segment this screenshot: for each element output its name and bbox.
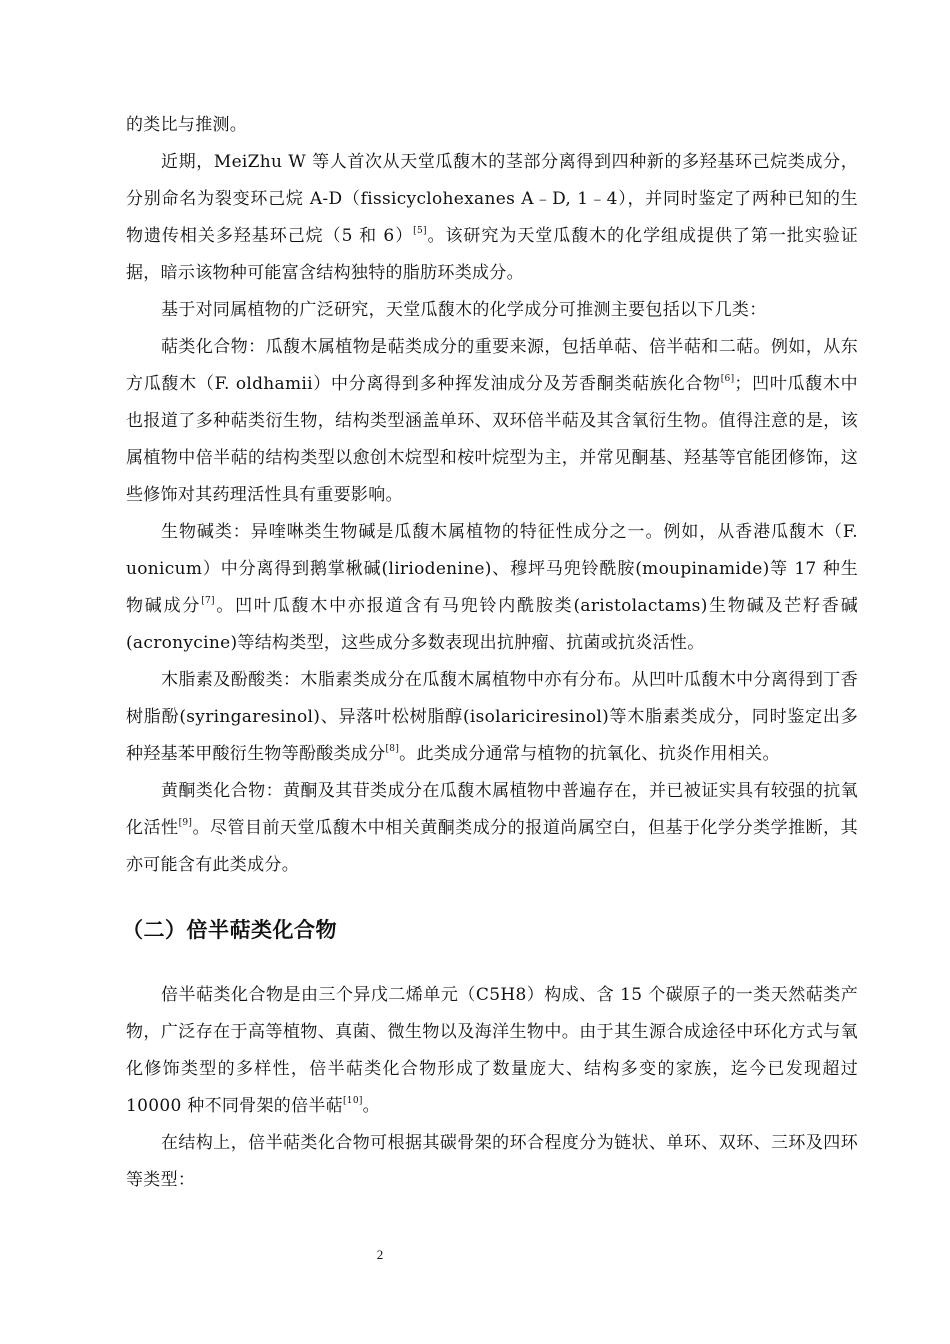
paragraph: 在结构上，倍半萜类化合物可根据其碳骨架的环合程度分为链状、单环、双环、三环及四环等类型：: [126, 1133, 858, 1190]
paragraph-text: 。: [362, 1096, 380, 1116]
citation-ref: [10]: [342, 1096, 363, 1106]
paragraph: [126, 329, 858, 514]
section-heading: （二）倍半萜类化合物: [122, 918, 337, 942]
paragraph: [126, 977, 858, 1125]
page-number: 2: [376, 1247, 384, 1262]
body-text-top: [126, 107, 858, 884]
paragraph: [126, 773, 858, 884]
paragraph-text: 倍半萜类化合物是由三个异戊二烯单元（C5H8）构成、含 15 个碳原子的一类天然萜类产物，广泛存在于高等植物、真菌、微生物以及海洋生物中。由于其生源合成途径中环化方式与氧化修饰类型的多样性，倍半萜类化合物形成了数量庞大、结构多变的家族，迄今已发现超过 10000 种不同骨架的倍半萜: [126, 985, 858, 1116]
paragraph-text: 。尽管目前天堂瓜馥木中相关黄酮类成分的报道尚属空白，但基于化学分类学推断，其亦可能含有此类成分。: [126, 818, 858, 875]
paragraph: [126, 144, 858, 292]
paragraph-text: 近期，MeiZhu W 等人首次从天堂瓜馥木的茎部分离得到四种新的多羟基环己烷类成分，分别命名为裂变环己烷 A-D（fissicyclohexanes A﹣D, 1﹣4），并同时鉴定了两种已知的生物遗传相关多羟基环己烷（5 和 6）: [126, 152, 858, 246]
paragraph-text: 。此类成分通常与植物的抗氧化、抗炎作用相关。: [399, 744, 780, 764]
paragraph: [126, 662, 858, 773]
page-content: [122, 107, 859, 1199]
citation-ref: [8]: [385, 744, 400, 754]
paragraph-text: ；凹叶瓜馥木中也报道了多种萜类衍生物，结构类型涵盖单环、双环倍半萜及其含氧衍生物。值得注意的是，该属植物中倍半萜的结构类型以愈创木烷型和桉叶烷型为主，并常见酮基、羟基等官能团修饰，这些修饰对其药理活性具有重要影响。: [126, 374, 858, 505]
paragraph-text: 黄酮类化合物：黄酮及其苷类成分在瓜馥木属植物中普遍存在，并已被证实具有较强的抗氧化活性: [126, 781, 858, 838]
paragraph-text: 生物碱类：异喹啉类生物碱是瓜馥木属植物的特征性成分之一。例如，从香港瓜馥木（F. uonicum）中分离得到鹅掌楸碱(liriodenine)、穆坪马兜铃酰胺(moupinamide)等 17 种生物碱成分: [126, 522, 858, 616]
paragraph-text: 萜类化合物：瓜馥木属植物是萜类成分的重要来源，包括单萜、倍半萜和二萜。例如，从东方瓜馥木（F. oldhamii）中分离得到多种挥发油成分及芳香酮类萜族化合物: [126, 337, 858, 394]
paragraph: [126, 514, 858, 662]
paragraph-text: 。凹叶瓜馥木中亦报道含有马兜铃内酰胺类(aristolactams)生物碱及芒籽香碱(acronycine)等结构类型，这些成分多数表现出抗肿瘤、抗菌或抗炎活性。: [126, 596, 858, 653]
paragraph-text: 。该研究为天堂瓜馥木的化学组成提供了第一批实验证据，暗示该物种可能富含结构独特的脂肪环类成分。: [126, 226, 859, 283]
citation-ref: [7]: [201, 596, 215, 606]
citation-ref: [9]: [178, 818, 193, 828]
body-text-bottom: [126, 977, 858, 1199]
paragraph-text: 木脂素及酚酸类：木脂素类成分在瓜馥木属植物中亦有分布。从凹叶瓜馥木中分离得到丁香树脂酚(syringaresinol)、异落叶松树脂醇(isolariciresinol)等木脂素类成分，同时鉴定出多种羟基苯甲酸衍生物等酚酸类成分: [126, 670, 858, 764]
paragraph: 基于对同属植物的广泛研究，天堂瓜馥木的化学成分可推测主要包括以下几类：: [161, 300, 767, 320]
citation-ref: [5]: [413, 226, 427, 236]
citation-ref: [6]: [720, 374, 735, 384]
paragraph: 的类比与推测。: [126, 115, 248, 135]
